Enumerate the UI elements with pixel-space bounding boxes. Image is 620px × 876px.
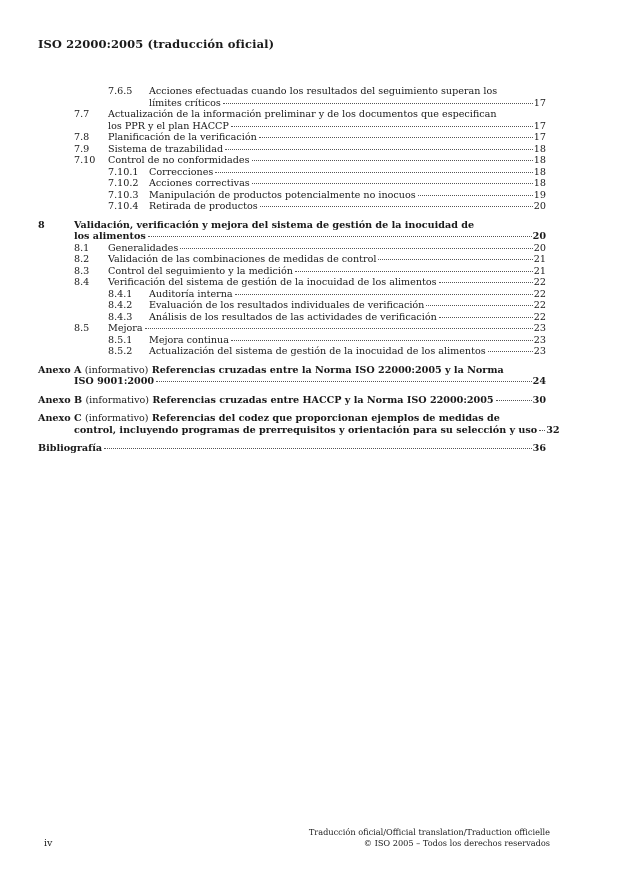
toc-entry-7-8[interactable] [38,132,546,144]
toc-page: 18 [533,178,546,189]
leader-dots [252,160,533,161]
toc-number: 8.2 [74,254,90,265]
toc-number: 8.5 [74,323,90,334]
toc-entry-7-7[interactable] [38,109,546,132]
toc-title: Manipulación de productos potencialmente no inocuos [149,189,416,201]
toc-title: Auditoría interna [149,288,233,300]
toc-page: 22 [533,311,546,323]
toc-number: 7.10.1 [108,166,139,178]
bibliography-title: Bibliografía [38,443,103,454]
annex-label: Anexo B [38,394,83,406]
toc-page: 23 [533,323,546,334]
toc-page: 22 [533,288,546,300]
leader-dots [426,305,532,306]
toc-number: 8.3 [74,265,90,277]
toc-number: 7.9 [74,143,90,155]
annex-type: (informativo) [84,413,149,424]
toc-entry-7-10[interactable] [38,155,546,167]
leader-dots [295,271,533,272]
toc-title: Validación de las combinaciones de medidas de control [108,254,377,265]
toc-title: Actualización del sistema de gestión de la inocuidad de los alimentos [149,346,486,357]
toc-page: 18 [533,155,546,166]
toc-title: Correcciones [149,166,214,178]
toc-entry-bibliography[interactable] [38,443,546,455]
toc-title-line2: los alimentos [74,231,146,242]
leader-dots [156,381,532,382]
page-number: iv [44,838,53,849]
toc-page: 18 [533,166,546,178]
footer-translation: Traducción oficial/Official translation/Traduction officielle [308,827,550,837]
toc-number: 7.10.4 [108,201,139,212]
annex-type: (informativo) [85,394,150,406]
leader-dots [439,317,533,318]
leader-dots [418,195,533,196]
toc-page: 32 [546,424,560,436]
toc-page: 22 [533,277,546,288]
toc-page: 17 [533,132,546,143]
toc-page: 21 [533,265,546,277]
leader-dots [231,126,533,127]
toc-entry-8-1[interactable] [38,243,546,255]
toc-title: Verificación del sistema de gestión de la inocuidad de los alimentos [108,277,437,288]
annex-title-line2: control, incluyendo programas de prerrequisitos y orientación para su selección y uso [74,424,538,436]
toc-number: 7.10.2 [108,178,139,189]
annex-title-line1: Referencias cruzadas entre la Norma ISO 22000:2005 y la Norma [151,364,504,376]
toc-page: 18 [533,143,546,155]
toc-page: 20 [533,201,546,212]
toc-title: Análisis de los resultados de las actividades de verificación [149,311,437,323]
toc-number: 8.4.2 [108,300,133,311]
footer [309,827,550,849]
toc-number: 7.10 [74,155,96,166]
toc-entry-annex-a[interactable] [38,365,546,388]
annex-type: (informativo) [84,364,149,376]
leader-dots [148,236,532,237]
toc-entry-annex-b[interactable] [38,395,546,407]
toc-page: 23 [533,334,546,346]
toc-title-line1: Validación, verificación y mejora del sistema de gestión de la inocuidad de [74,219,475,231]
toc-title: Planificación de la verificación [108,132,257,143]
toc-page: 20 [532,231,546,242]
leader-dots [180,248,533,249]
toc-entry-8-5[interactable] [38,323,546,335]
toc-entry-7-10-4[interactable] [38,201,546,213]
toc-page: 23 [533,346,546,357]
annex-title-line2: ISO 9001:2000 [74,376,155,387]
toc-title-line1: Actualización de la información preliminar y de los documentos que especifican [108,109,497,120]
leader-dots [259,137,533,138]
leader-dots [235,294,533,295]
leader-dots [260,206,533,207]
leader-dots [215,172,532,173]
leader-dots [439,282,533,283]
toc-number: 7.10.3 [108,189,139,201]
toc-title: Evaluación de los resultados individuales de verificación [149,300,425,311]
toc-page: 20 [533,242,546,254]
toc-page: 17 [533,97,546,109]
leader-dots [104,448,532,449]
toc-title: Mejora [108,323,143,334]
toc-title-line1: Acciones efectuadas cuando los resultados del seguimiento superan los [149,86,498,97]
toc-entry-8-5-2[interactable] [38,346,546,358]
toc-title: Generalidades [108,242,179,254]
toc-entry-8-4-1[interactable] [38,289,546,301]
toc-number: 8.5.2 [108,346,133,357]
toc-number: 8.5.1 [108,334,133,346]
toc-number: 8.1 [74,242,90,254]
toc-page: 24 [532,376,546,387]
toc-entry-8-4-3[interactable] [38,312,546,324]
toc-page: 36 [532,443,546,454]
leader-dots [488,351,533,352]
toc-page: 19 [533,189,546,201]
toc-entry-7-10-3[interactable] [38,190,546,202]
toc-title: Sistema de trazabilidad [108,143,224,155]
toc-number: 7.8 [74,132,90,143]
toc-title: Control de no conformidades [108,155,250,166]
leader-dots [496,400,532,401]
table-of-contents [38,86,560,455]
annex-label: Anexo A [38,364,82,376]
toc-entry-7-10-2[interactable] [38,178,546,190]
toc-entry-8[interactable] [38,220,546,243]
toc-entry-7-6-5[interactable] [38,86,546,109]
toc-number: 8.4 [74,277,90,288]
toc-number: 8.4.3 [108,311,133,323]
leader-dots [223,103,533,104]
toc-page: 21 [533,254,546,265]
toc-title: Control del seguimiento y la medición [108,265,293,277]
toc-number: 8.4.1 [108,288,133,300]
toc-title: Mejora continua [149,334,229,346]
toc-page: 30 [532,394,546,406]
leader-dots [231,340,533,341]
toc-entry-7-10-1[interactable] [38,167,546,179]
footer-copyright: © ISO 2005 – Todos los derechos reservados [363,838,550,848]
leader-dots [378,259,532,260]
toc-entry-8-4-2[interactable] [38,300,546,312]
annex-title: Referencias cruzadas entre HACCP y la Norma ISO 22000:2005 [152,394,494,406]
toc-number: 7.6.5 [108,86,133,97]
leader-dots [539,430,545,431]
annex-label: Anexo C [38,413,82,424]
toc-number: 7.7 [74,109,90,120]
toc-title: Acciones correctivas [149,178,250,189]
toc-entry-8-5-1[interactable] [38,335,546,347]
toc-entry-8-4[interactable] [38,277,546,289]
leader-dots [252,183,533,184]
toc-title: Retirada de productos [149,201,258,212]
toc-entry-8-3[interactable] [38,266,546,278]
leader-dots [145,328,533,329]
toc-entry-8-2[interactable] [38,254,546,266]
toc-page: 17 [533,120,546,132]
toc-entry-annex-c[interactable] [38,413,560,436]
toc-number: 8 [38,219,45,231]
toc-page: 22 [533,300,546,311]
toc-title-line2: límites críticos [149,97,221,109]
leader-dots [225,149,533,150]
toc-entry-7-9[interactable] [38,144,546,156]
document-header-title: ISO 22000:2005 (traducción oficial) [38,37,275,51]
annex-title-line1: Referencias del codez que proporcionan ejemplos de medidas de [151,413,500,424]
toc-title-line2: los PPR y el plan HACCP [108,120,229,132]
